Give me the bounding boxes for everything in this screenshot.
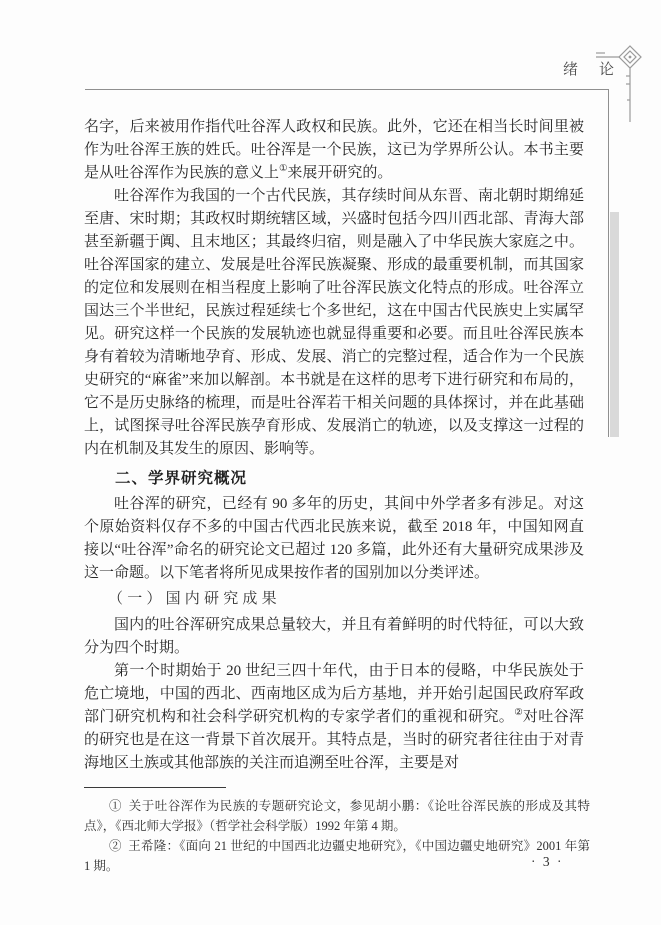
paragraph: 名字，后来被用作指代吐谷浑人政权和民族。此外，它还在相当长时间里被作为吐谷浑王族的姓氏。吐谷浑是一个民族，这已为学界所公认。本书主要是从吐谷浑作为民族的意义上①来展开研究的。 (84, 119, 584, 181)
page-frame-top-line (85, 89, 609, 90)
paragraph: 国内的吐谷浑研究成果总量较大，并且有着鲜明的时代特征，可以大致分为四个时期。 (84, 617, 584, 656)
running-title-char: 论 (599, 62, 615, 78)
paragraph: 第一个时期始于 20 世纪三四十年代，由于日本的侵略，中华民族处于危亡境地，中国的西北、西南地区成为后方基地，并开始引起国民政府军政部门研究机构和社会科学研究机构的专家学者们的重视和研究。②对吐谷浑的研究也是在这一背景下首次展开。其特点是，当时的研究者往往由于对青海地区土族或其他部族的关注而追溯至吐谷浑，主要是对 (84, 663, 584, 771)
body-text (84, 116, 584, 775)
footnote-marker: ② (109, 839, 122, 853)
page-number: · 3 · (531, 854, 564, 869)
paragraph: 吐谷浑作为我国的一个古代民族，其存续时间从东晋、南北朝时期绵延至唐、宋时期；其政权时期统辖区域，兴盛时包括今四川西北部、青海大部甚至新疆于阗、且末地区；其最终归宿，则是融入了中华民族大家庭之中。吐谷浑国家的建立、发展是吐谷浑民族凝聚、形成的最重要机制，而其国家的定位和发展则在相当程度上影响了吐谷浑民族文化特点的形成。吐谷浑立国达三个半世纪，民族过程延续七个多世纪，这在中国古代民族史上实属罕见。研究这样一个民族的发展轨迹也就显得重要和必要。而且吐谷浑民族本身有着较为清晰地孕育、形成、发展、消亡的完整过程，适合作为一个民族史研究的“麻雀”来加以解剖。本书就是在这样的思考下进行研究和布局的，它不是历史脉络的梳理，而是吐谷浑若干相关问题的具体探讨，并在此基础上，试图探寻吐谷浑民族孕育形成、发展消亡的轨迹，以及支撑这一过程的内在机制及其发生的原因、影响等。 (84, 188, 584, 457)
footnote-item: ① 关于吐谷浑作为民族的专题研究论文，参见胡小鹏：《论吐谷浑民族的形成及其特点》，《西北师大学报》（哲学社会科学版）1992 年第 4 期。 (84, 799, 590, 833)
subsection-heading: （一）国内研究成果 (108, 591, 281, 607)
running-title-char: 绪 (563, 62, 579, 78)
section-heading: 二、学界研究概况 (115, 470, 248, 487)
footnote-ref: ② (514, 708, 523, 718)
footnotes (84, 796, 590, 876)
page-frame-right-line (608, 89, 609, 437)
footnote-marker: ① (109, 799, 122, 813)
knot-tassel-ornament-icon (596, 44, 644, 129)
paragraph: 吐谷浑的研究，已经有 90 多年的历史，其间中外学者多有涉足。对这个原始资料仅存不多的中国古代西北民族来说，截至 2018 年，中国知网直接以“吐谷浑”命名的研究论文已超过 120 多篇，此外还有大量研究成果涉及这一命题。以下笔者将所见成果按作者的国别加以分类评述。 (84, 496, 584, 581)
footnote-item: ② 王希隆：《面向 21 世纪的中国西北边疆史地研究》，《中国边疆史地研究》2001 年第 1 期。 (84, 839, 590, 873)
footnote-ref: ① (279, 164, 288, 174)
scan-edge-shadow-bar (610, 212, 619, 437)
footnote-divider (84, 787, 226, 788)
